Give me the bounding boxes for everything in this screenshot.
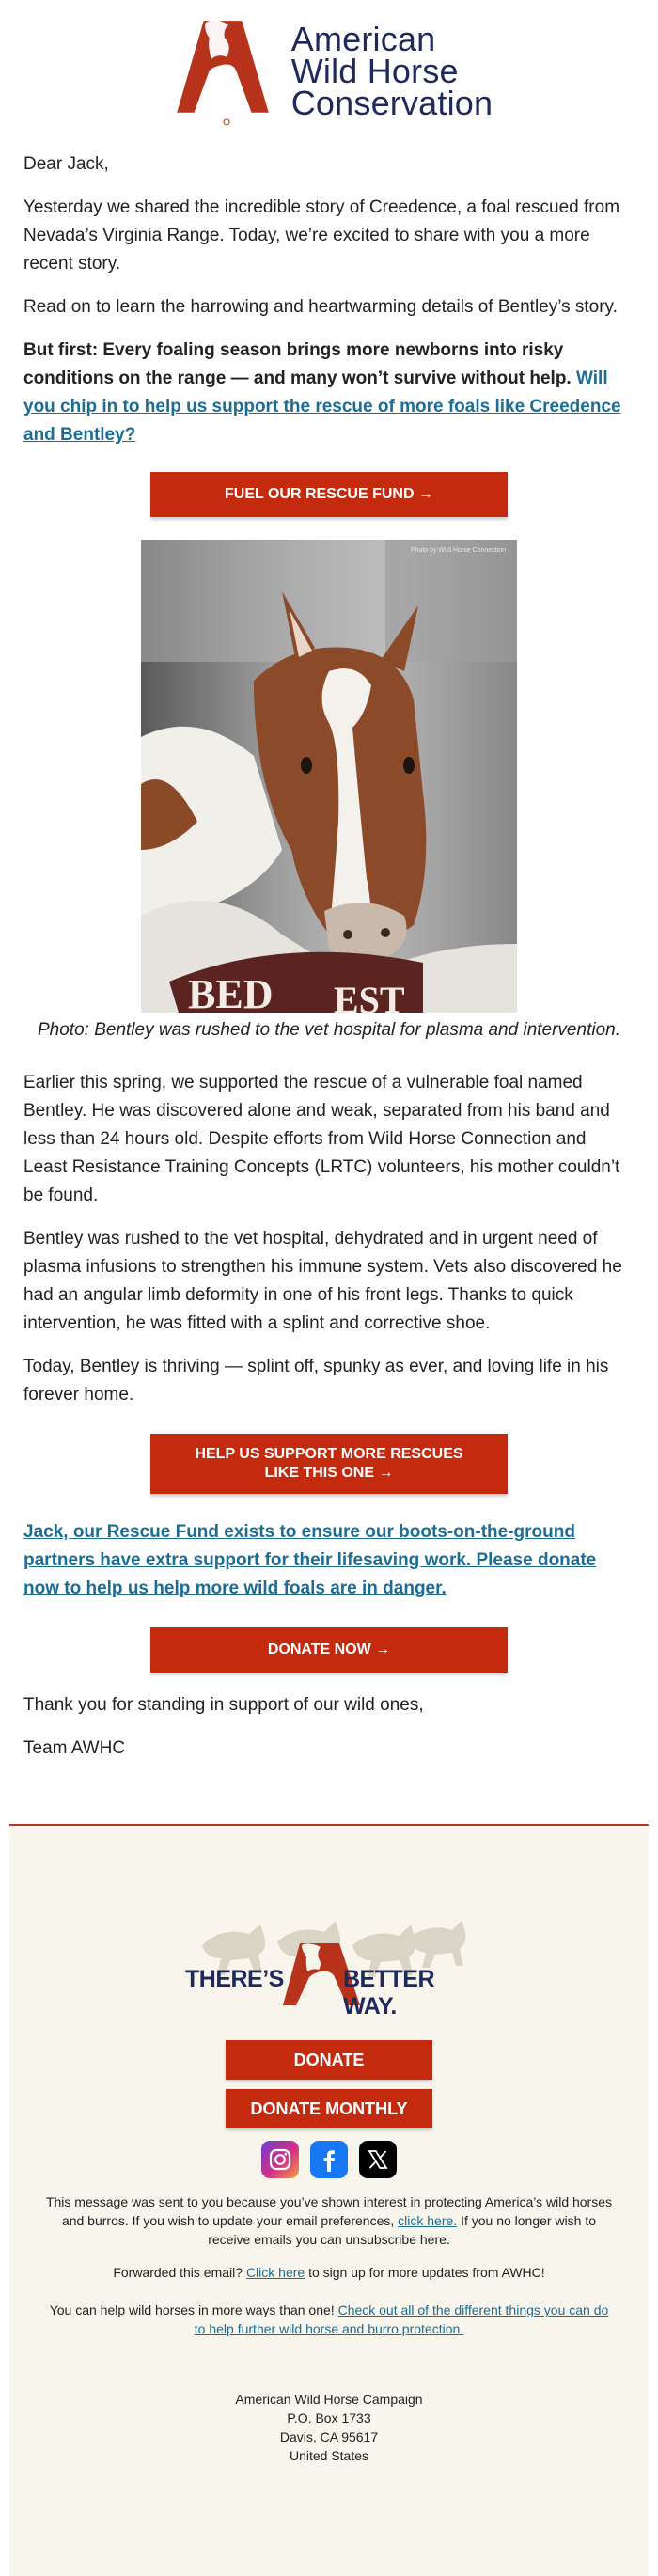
foal-illustration (141, 540, 517, 1013)
photo-caption: Photo: Bentley was rushed to the vet hospital for plasma and intervention. (38, 1020, 620, 1040)
tagline-wrap (9, 1908, 649, 2019)
logo-line-1: American (290, 20, 436, 58)
tagline-graphic (183, 1908, 475, 2019)
email-body (0, 150, 658, 1763)
greeting: Dear Jack, (24, 154, 109, 174)
address-city: Davis, CA 95617 (279, 2429, 379, 2444)
awhc-logo-icon (165, 13, 280, 128)
btn3-wrap (24, 1627, 634, 1673)
appeal-bold-text: But first: Every foaling season brings more newborns into risky conditions on the range — and many won’t survive without help. (24, 340, 572, 388)
rescue-fund-link[interactable]: Jack, our Rescue Fund exists to ensure our boots-on-the-ground partners have extra support for their lifesaving work. Please donate now to help us help more wild foals are in danger. (24, 1522, 597, 1598)
notice-text: This message was sent to you because you’ve shown interest in protecting America’s wild horses and burros. If you wish to update your email preferences, (45, 2194, 613, 2228)
btn2-wrap (24, 1434, 634, 1494)
header (0, 0, 658, 141)
paragraph-story-2: Bentley was rushed to the vet hospital, dehydrated and in urgent need of plasma infusions to strengthen his immune system. Vets also discovered he had an angular limb deformity in one of his front legs. Thanks to quick intervention, he was fitted with a splint and corrective shoe. (24, 1229, 622, 1333)
ways-text: You can help wild horses in more ways than one! (49, 2302, 335, 2317)
footer-ways (42, 2301, 616, 2338)
support-rescues-line-2: LIKE THIS ONE → (264, 1465, 394, 1481)
tagline-left: THERE’S (185, 1966, 284, 1992)
photo-credit: Photo by Wild Horse Connection (410, 547, 506, 554)
paragraph-story-3: Today, Bentley is thriving — splint off, spunky as ever, and loving life in his forever home. (24, 1357, 609, 1405)
address-org: American Wild Horse Campaign (235, 2392, 423, 2407)
preferences-link[interactable]: click here. (398, 2213, 458, 2228)
facebook-icon[interactable] (310, 2141, 348, 2178)
social-links (9, 2141, 649, 2178)
notice-text-2: If you no longer wish to receive emails you can unsubscribe here. (208, 2213, 597, 2247)
address-pobox: P.O. Box 1733 (287, 2411, 371, 2426)
address-country: United States (289, 2448, 369, 2463)
logo-line-3: Conservation (290, 84, 494, 122)
ways-link[interactable]: Check out all of the different things you can do to help further wild horse and burro protection. (194, 2302, 609, 2336)
paragraph-story-1: Earlier this spring, we supported the rescue of a vulnerable foal named Bentley. He was discovered alone and weak, separated from his band and less than 24 hours old. Despite efforts from Wild Horse Connection and Least Resistance Training Concepts (LRTC) volunteers, his mother couldn’t be found. (24, 1073, 620, 1205)
forwarded-text: Forwarded this email? (113, 2265, 243, 2280)
appeal-link[interactable]: Will you chip in to help us support the rescue of more foals like Creedence and Bentley? (24, 369, 621, 445)
footer-donate-button[interactable]: DONATE (226, 2040, 432, 2080)
support-rescues-button[interactable] (150, 1434, 508, 1494)
paragraph-read-on: Read on to learn the harrowing and heartwarming details of Bentley’s story. (24, 297, 618, 317)
footer-donate-monthly-button[interactable]: DONATE MONTHLY (226, 2089, 432, 2128)
support-rescues-line-1: HELP US SUPPORT MORE RESCUES (195, 1446, 463, 1462)
bentley-photo (141, 540, 517, 1013)
forwarded-text-2: to sign up for more updates from AWHC! (308, 2265, 545, 2280)
logo-wordmark (290, 20, 494, 122)
mailing-address (9, 2390, 649, 2465)
paragraph-appeal (24, 337, 634, 449)
closing-line: Thank you for standing in support of our wild ones, (24, 1695, 424, 1715)
x-icon[interactable] (359, 2141, 397, 2178)
signature: Team AWHC (24, 1738, 126, 1758)
svg-text:BED: BED (188, 971, 274, 1013)
donate-now-button[interactable]: DONATE NOW → (150, 1627, 508, 1673)
svg-text:EST: EST (334, 979, 405, 1013)
footer (9, 1826, 649, 2576)
photo-wrap (24, 540, 634, 1013)
tagline-right: BETTER WAY. (343, 1966, 434, 2019)
instagram-icon[interactable] (261, 2141, 299, 2178)
paragraph-intro: Yesterday we shared the incredible story of Creedence, a foal rescued from Nevada’s Virginia Range. Today, we’re excited to share with you a more recent story. (24, 197, 620, 274)
fuel-rescue-fund-button[interactable]: FUEL OUR RESCUE FUND → (150, 472, 508, 517)
logo-line-2: Wild Horse (290, 52, 459, 90)
btn1-wrap (24, 472, 634, 517)
footer-notice (42, 2192, 616, 2249)
signup-link[interactable]: Click here (245, 2265, 306, 2280)
footer-forwarded (42, 2263, 616, 2282)
